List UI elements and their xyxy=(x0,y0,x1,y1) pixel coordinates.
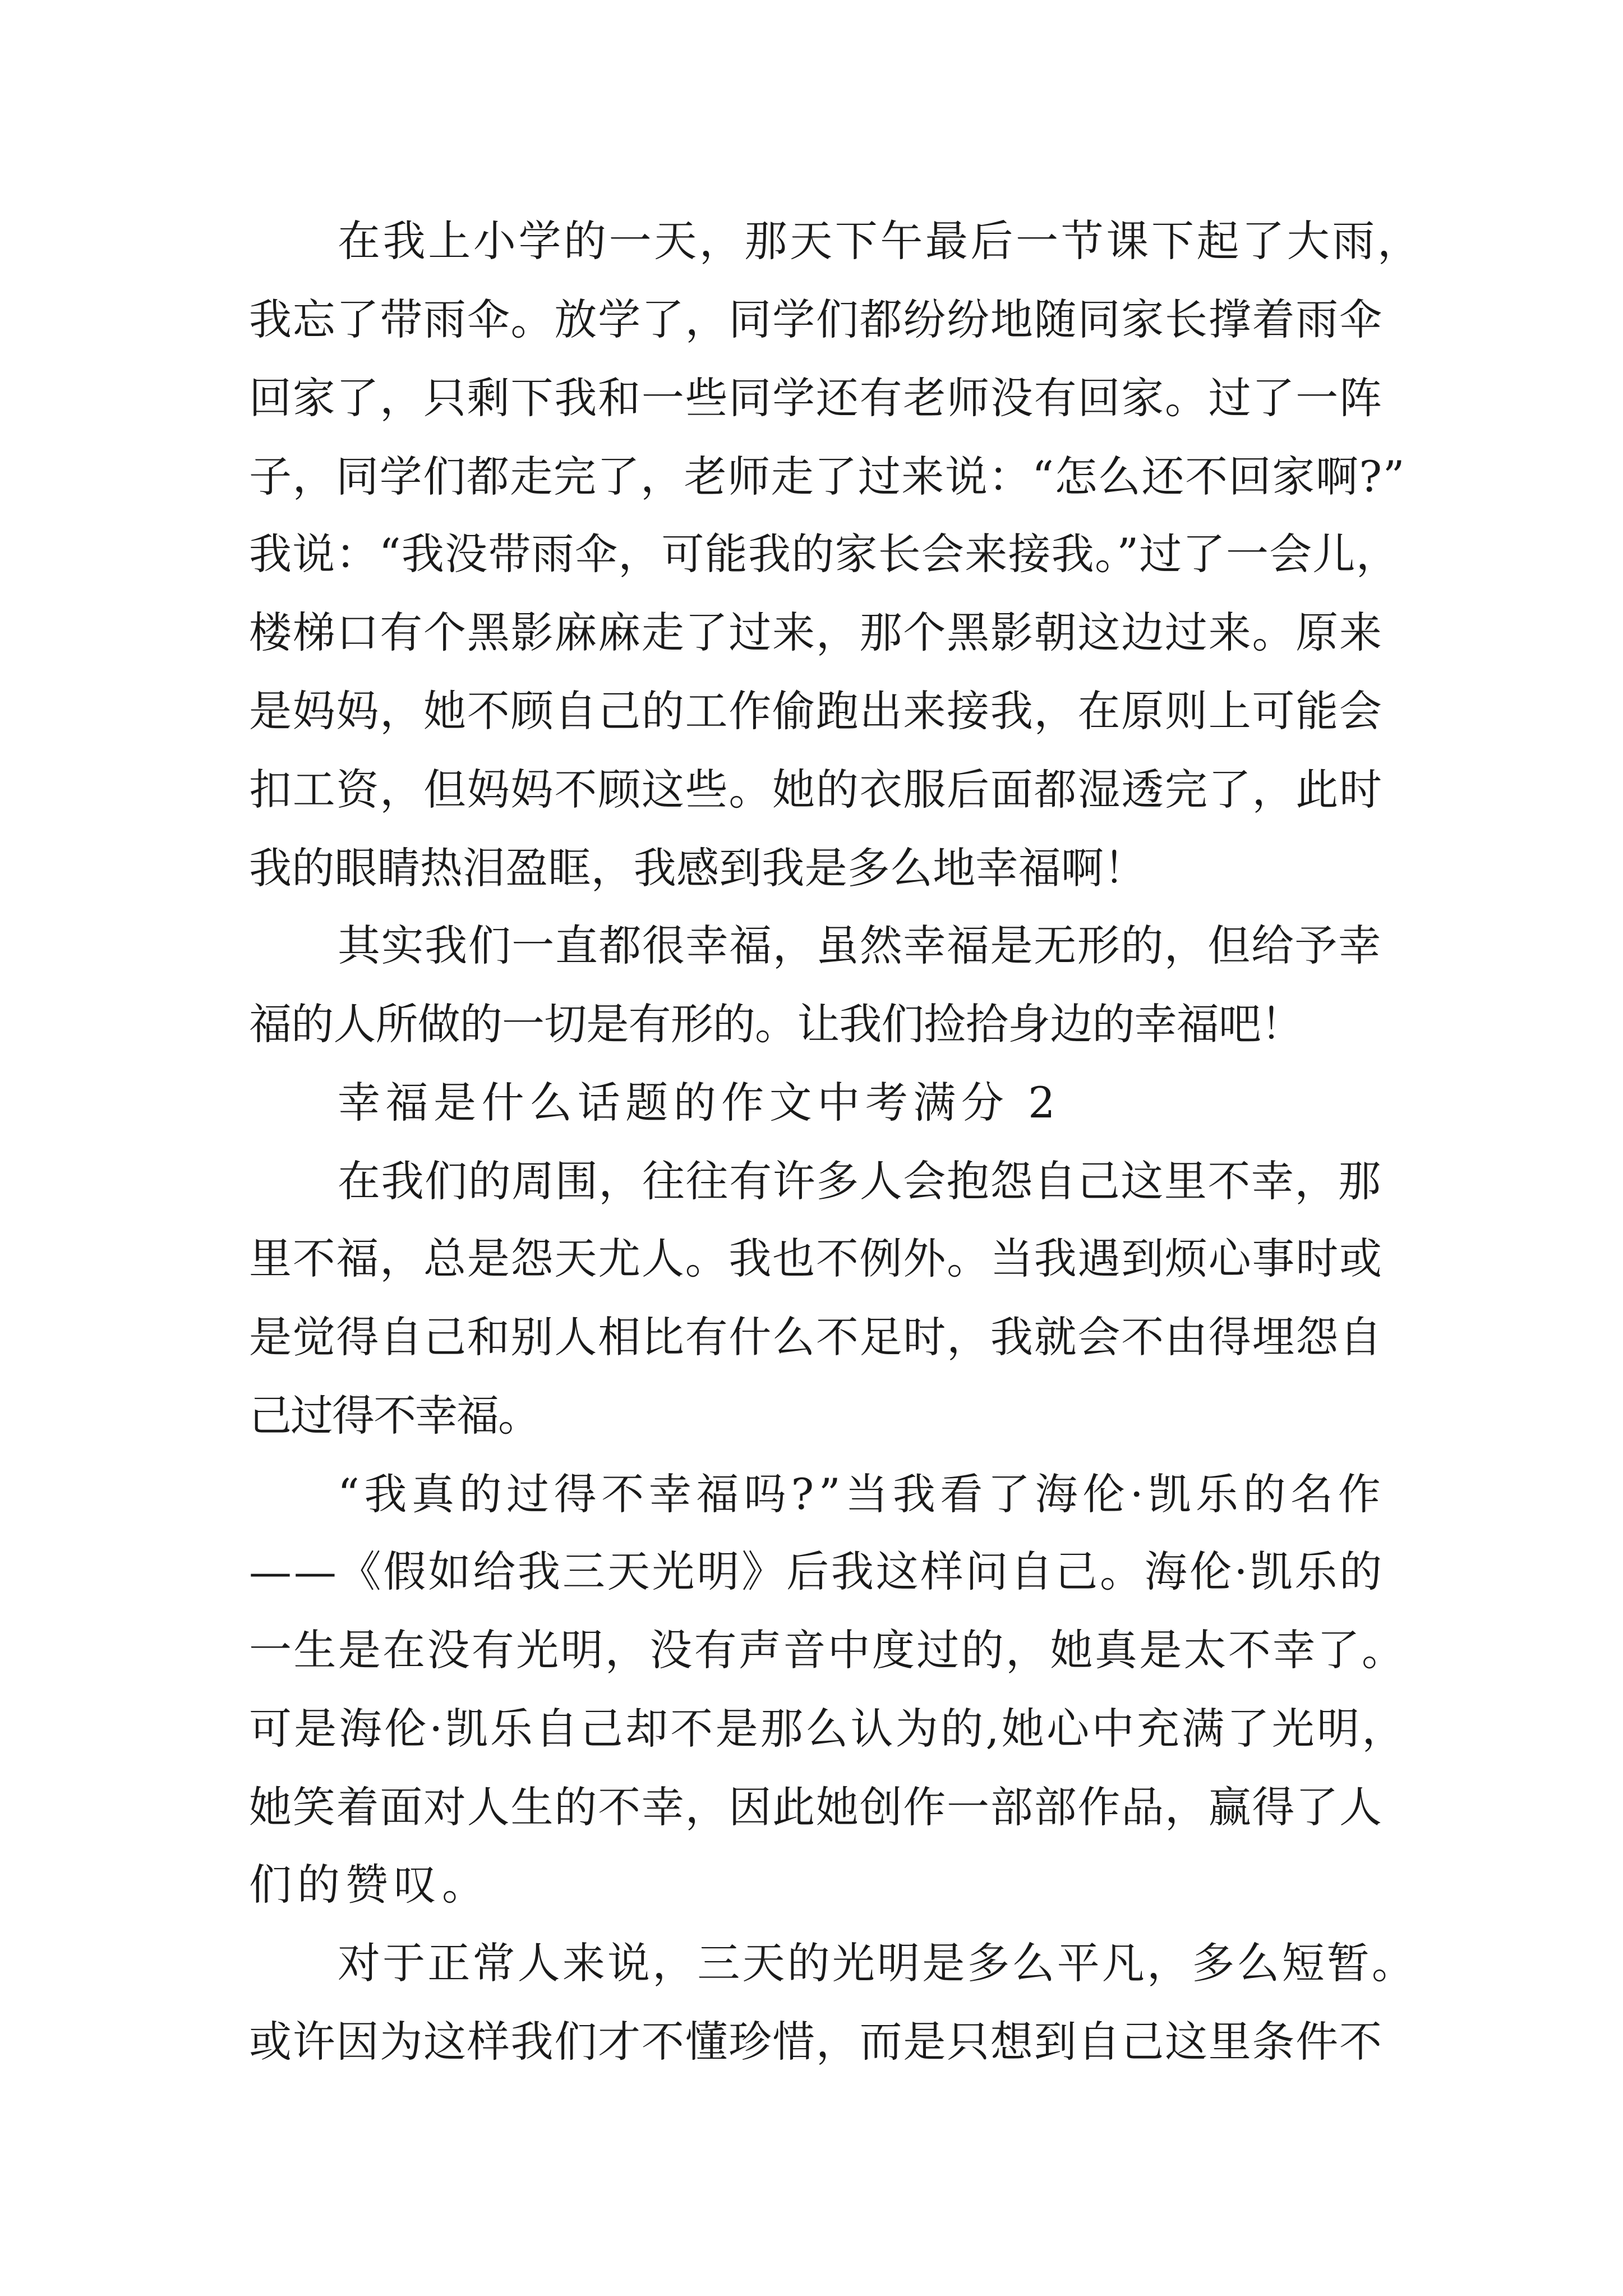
paragraph-line: 对于正常人来说，三天的光明是多么平凡，多么短暂。 xyxy=(338,1938,1417,1988)
paragraph-line: 在我上小学的一天，那天下午最后一节课下起了大雨， xyxy=(338,216,1423,266)
paragraph-line: 我说：“我没带雨伞，可能我的家长会来接我。”过了一会儿， xyxy=(249,529,1399,579)
paragraph-line: 或许因为这样我们才不懂珍惜，而是只想到自己这里条件不 xyxy=(249,2017,1383,2067)
paragraph-line: 一生是在没有光明，没有声音中度过的，她真是太不幸了。 xyxy=(249,1625,1407,1675)
paragraph-line: 楼梯口有个黑影麻麻走了过来，那个黑影朝这边过来。原来 xyxy=(249,608,1383,657)
paragraph-line: 是妈妈，她不顾自己的工作偷跑出来接我，在原则上可能会 xyxy=(249,686,1383,736)
paragraph-line: 在我们的周围，往往有许多人会抱怨自己这里不幸，那 xyxy=(338,1156,1382,1206)
paragraph-line: 可是海伦·凯乐自己却不是那么认为的,她心中充满了光明， xyxy=(249,1704,1407,1754)
paragraph-line: 们的赞叹。 xyxy=(249,1860,490,1910)
paragraph-line: 里不福，总是怨天尤人。我也不例外。当我遇到烦心事时或 xyxy=(249,1234,1383,1283)
paragraph-line: 回家了，只剩下我和一些同学还有老师没有回家。过了一阵 xyxy=(249,373,1383,423)
paragraph-line: 子，同学们都走完了，老师走了过来说：“怎么还不回家啊?” xyxy=(249,452,1406,501)
paragraph-line: 是觉得自己和别人相比有什么不足时，我就会不由得埋怨自 xyxy=(249,1312,1383,1362)
paragraph-line: 她笑着面对人生的不幸，因此她创作一部部作品，赢得了人 xyxy=(249,1782,1383,1832)
paragraph-line: ——《假如给我三天光明》后我这样问自己。海伦·凯乐的 xyxy=(249,1547,1384,1596)
paragraph-line: 我的眼睛热泪盈眶，我感到我是多么地幸福啊！ xyxy=(249,843,1147,893)
paragraph-line: 我忘了带雨伞。放学了，同学们都纷纷地随同家长撑着雨伞 xyxy=(249,295,1383,344)
paragraph-line: 扣工资，但妈妈不顾这些。她的衣服后面都湿透完了，此时 xyxy=(249,765,1383,815)
paragraph-line: 己过得不幸福。 xyxy=(249,1391,540,1441)
section-heading: 幸福是什么话题的作文中考满分 2 xyxy=(338,1078,1061,1128)
paragraph-line: 其实我们一直都很幸福，虽然幸福是无形的，但给予幸 xyxy=(338,921,1382,970)
paragraph-line: 福的人所做的一切是有形的。让我们捡拾身边的幸福吧！ xyxy=(249,999,1303,1049)
paragraph-line: “我真的过得不幸福吗?”当我看了海伦·凯乐的名作 xyxy=(338,1469,1386,1519)
